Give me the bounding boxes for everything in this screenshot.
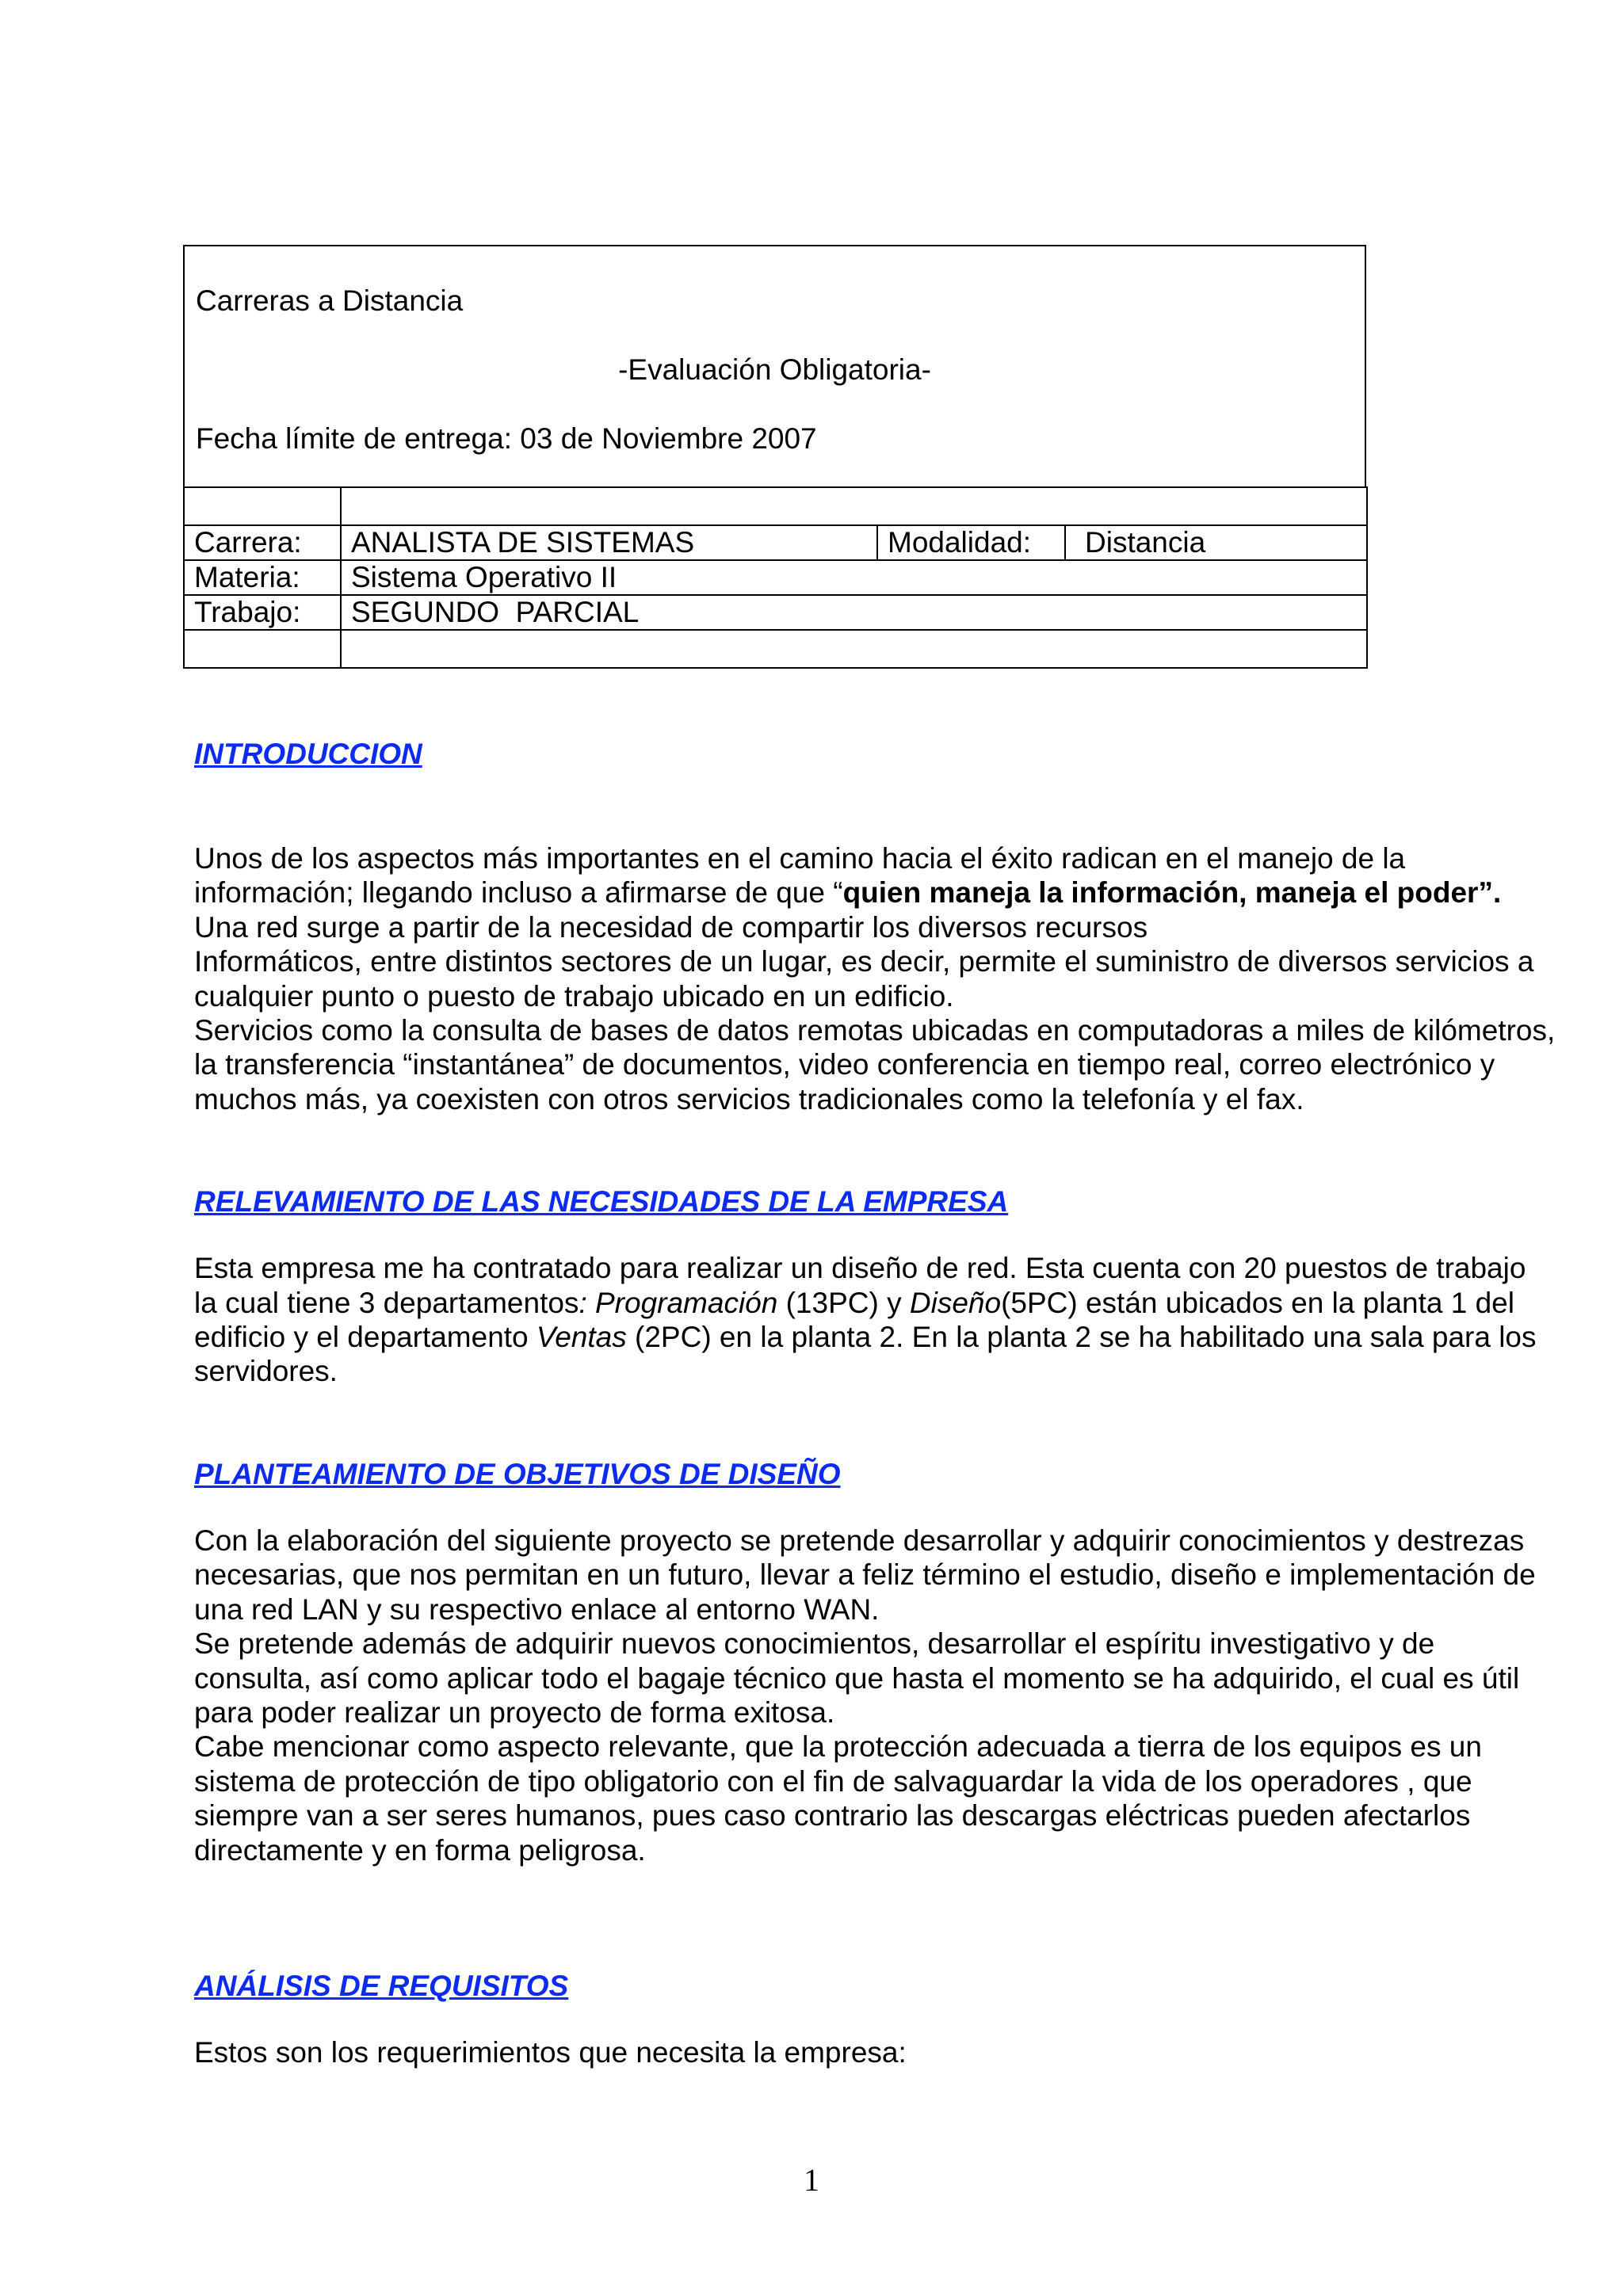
header-program: Carreras a Distancia	[196, 284, 464, 317]
intro-paragraph-2: Una red surge a partir de la necesidad de compartir los diversos recursos	[194, 910, 1148, 944]
section-heading-analisis: ANÁLISIS DE REQUISITOS	[194, 1969, 569, 2002]
analisis-paragraph: Estos son los requerimientos que necesita la empresa:	[194, 2035, 907, 2069]
table-row	[184, 630, 1367, 668]
section-heading-objetivos: PLANTEAMIENTO DE OBJETIVOS DE DISEÑO	[194, 1457, 841, 1490]
trabajo-value: SEGUNDO PARCIAL	[341, 595, 1367, 630]
header-box	[183, 245, 1366, 488]
objetivos-paragraph-3: Cabe mencionar como aspecto relevante, que la protección adecuada a tierra de los equipos es un sistema de protección de tipo obligatorio con el fin de salvaguardar la vida de los operadores , que siempre van a ser seres humanos, pues caso contrario las descargas eléctricas pueden afectarlos directamente y en forma peligrosa.	[194, 1730, 1482, 1867]
carrera-value: ANALISTA DE SISTEMAS	[341, 525, 877, 560]
materia-value: Sistema Operativo II	[341, 560, 1367, 595]
intro-paragraph-4: Servicios como la consulta de bases de datos remotas ubicadas en computadoras a miles de kilómetros, la transferencia “instantánea” de documentos, video conferencia en tiempo real, correo electrónico y muchos más, ya coexisten con otros servicios tradicionales como la telefonía y el fax.	[194, 1014, 1556, 1116]
table-row	[184, 595, 1367, 630]
table-row	[184, 487, 1367, 525]
relevamiento-paragraph: Esta empresa me ha contratado para realizar un diseño de red. Esta cuenta con 20 puestos de trabajo la cual tiene 3 departamentos: Programación (13PC) y Diseño(5PC) están ubicados en la planta 1 del edificio y el departamento Ventas (2PC) en la planta 2. En la planta 2 se ha habilitado una sala para los servidores.	[194, 1252, 1545, 1388]
trabajo-label: Trabajo:	[184, 595, 341, 630]
table-row	[184, 525, 1367, 560]
header-deadline: Fecha límite de entrega: 03 de Noviembre 2007	[196, 422, 817, 455]
section-heading-introduccion: INTRODUCCION	[194, 738, 422, 770]
page-number: 1	[804, 2162, 819, 2198]
header-evaluation-title: -Evaluación Obligatoria-	[618, 353, 931, 386]
materia-label: Materia:	[184, 560, 341, 595]
objetivos-paragraph-1: Con la elaboración del siguiente proyecto se pretende desarrollar y adquirir conocimientos y destrezas necesarias, que nos permitan en un futuro, llevar a feliz término el estudio, diseño e implementación de una red LAN y su respectivo enlace al entorno WAN.	[194, 1524, 1536, 1626]
carrera-label: Carrera:	[184, 525, 341, 560]
intro-paragraph-1: Unos de los aspectos más importantes en el camino hacia el éxito radican en el manejo de la información; llegando incluso a afirmarse de que “quien maneja la información, maneja el poder”.	[194, 842, 1502, 910]
document-body	[194, 737, 1557, 2069]
section-heading-relevamiento: RELEVAMIENTO DE LAS NECESIDADES DE LA EMPRESA	[194, 1185, 1009, 1219]
objetivos-paragraph-2: Se pretende además de adquirir nuevos conocimientos, desarrollar el espíritu investigativo y de consulta, así como aplicar todo el bagaje técnico que hasta el momento se ha adquirido, el cual es útil para poder realizar un proyecto de forma exitosa.	[194, 1627, 1520, 1729]
info-table	[183, 486, 1368, 669]
table-row	[184, 560, 1367, 595]
modalidad-label: Modalidad:	[877, 525, 1065, 560]
modalidad-value: Distancia	[1065, 525, 1367, 560]
intro-paragraph-3: Informáticos, entre distintos sectores de un lugar, es decir, permite el suministro de diversos servicios a cualquier punto o puesto de trabajo ubicado en un edificio.	[194, 945, 1534, 1013]
